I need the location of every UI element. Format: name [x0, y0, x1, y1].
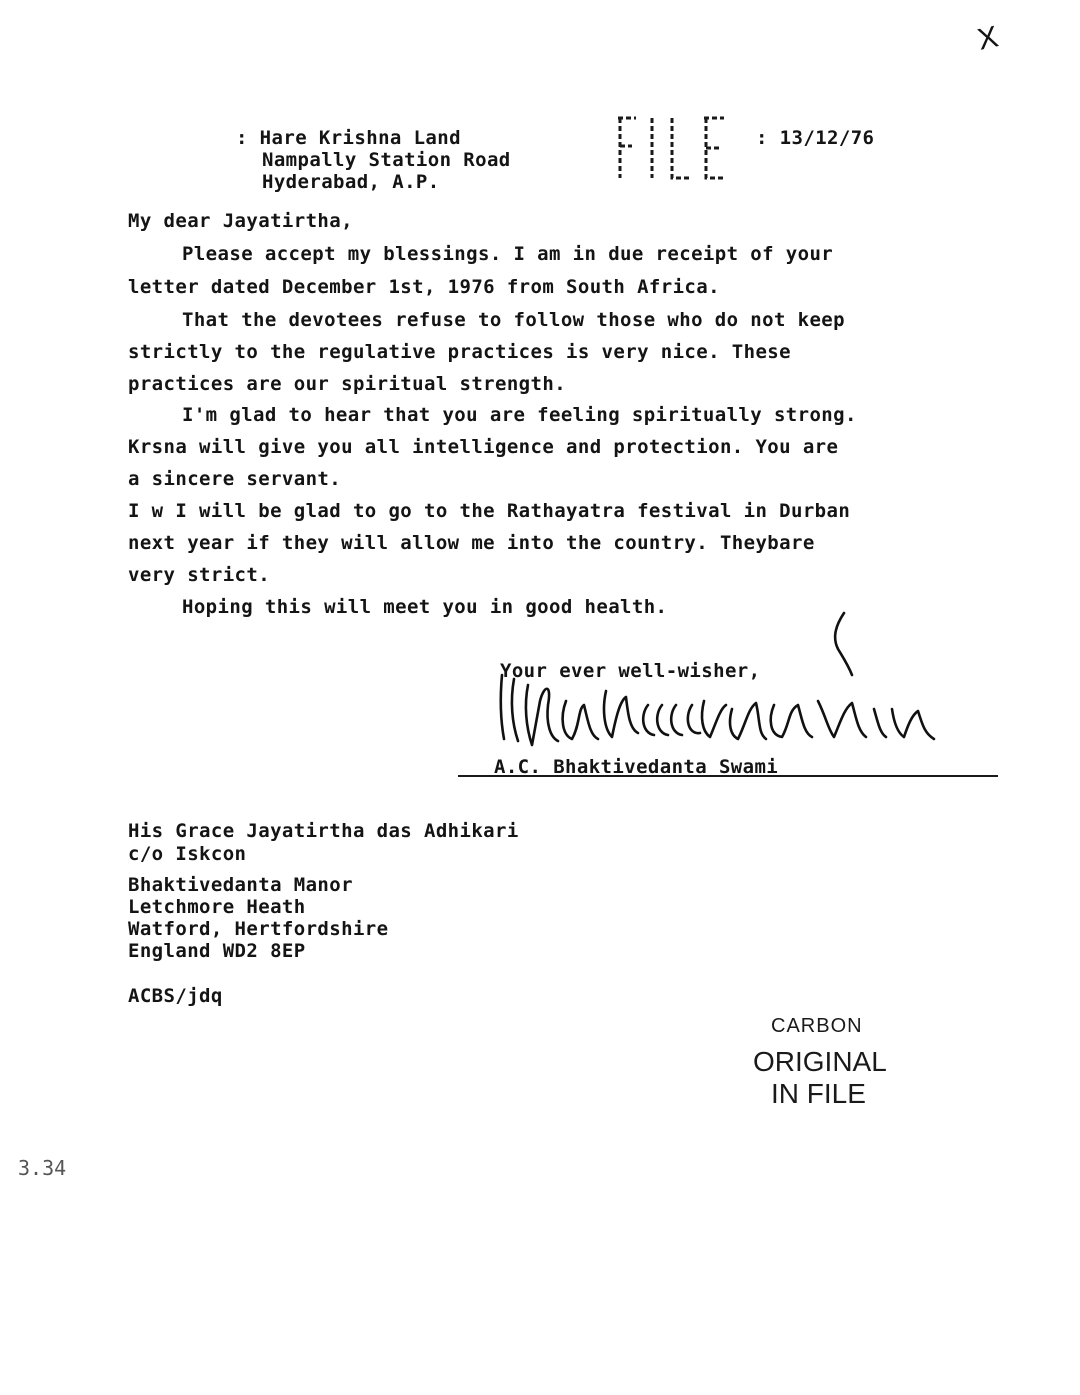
body-line: I w I will be glad to go to the Rathayatra festival in Durban — [128, 500, 851, 522]
signature-rule — [458, 775, 998, 777]
address-line-2: Nampally Station Road — [262, 149, 511, 171]
file-stamp-icon — [612, 112, 730, 184]
body-line: practices are our spiritual strength. — [128, 373, 567, 395]
salutation: My dear Jayatirtha, — [128, 210, 353, 232]
body-line: letter dated December 1st, 1976 from South Africa. — [128, 276, 720, 298]
original-stamp-label: ORIGINAL — [753, 1046, 887, 1077]
recipient-line: Bhaktivedanta Manor — [128, 874, 353, 896]
recipient-line: England WD2 8EP — [128, 940, 306, 962]
recipient-line: Watford, Hertfordshire — [128, 918, 389, 940]
signer-name: A.C. Bhaktivedanta Swami — [494, 756, 779, 778]
body-line: Krsna will give you all intelligence and protection. You are — [128, 436, 839, 458]
recipient-line: Letchmore Heath — [128, 896, 306, 918]
recipient-line: His Grace Jayatirtha das Adhikari — [128, 820, 519, 842]
body-line: Please accept my blessings. I am in due receipt of your — [182, 243, 834, 265]
address-line-1: : Hare Krishna Land — [236, 127, 461, 149]
in-file-stamp-label: IN FILE — [771, 1078, 866, 1109]
body-line: next year if they will allow me into the country. Theybare — [128, 532, 815, 554]
body-line: Hoping this will meet you in good health. — [182, 596, 668, 618]
address-line-3: Hyderabad, A.P. — [262, 171, 440, 193]
handwritten-signature — [488, 605, 948, 755]
closing: Your ever well-wisher, — [500, 660, 761, 682]
letter-date: : 13/12/76 — [756, 127, 875, 149]
body-line: That the devotees refuse to follow those who do not keep — [182, 309, 845, 331]
page-number: 3.34 — [18, 1156, 67, 1180]
body-line: very strict. — [128, 564, 271, 586]
reference-initials: ACBS/jdq — [128, 985, 223, 1007]
carbon-stamp-label: CARBON — [771, 1015, 863, 1037]
corner-mark: X — [974, 20, 1002, 57]
body-line: I'm glad to hear that you are feeling spiritually strong. — [182, 404, 857, 426]
body-line: a sincere servant. — [128, 468, 342, 490]
body-line: strictly to the regulative practices is very nice. These — [128, 341, 791, 363]
recipient-line: c/o Iskcon — [128, 843, 247, 865]
